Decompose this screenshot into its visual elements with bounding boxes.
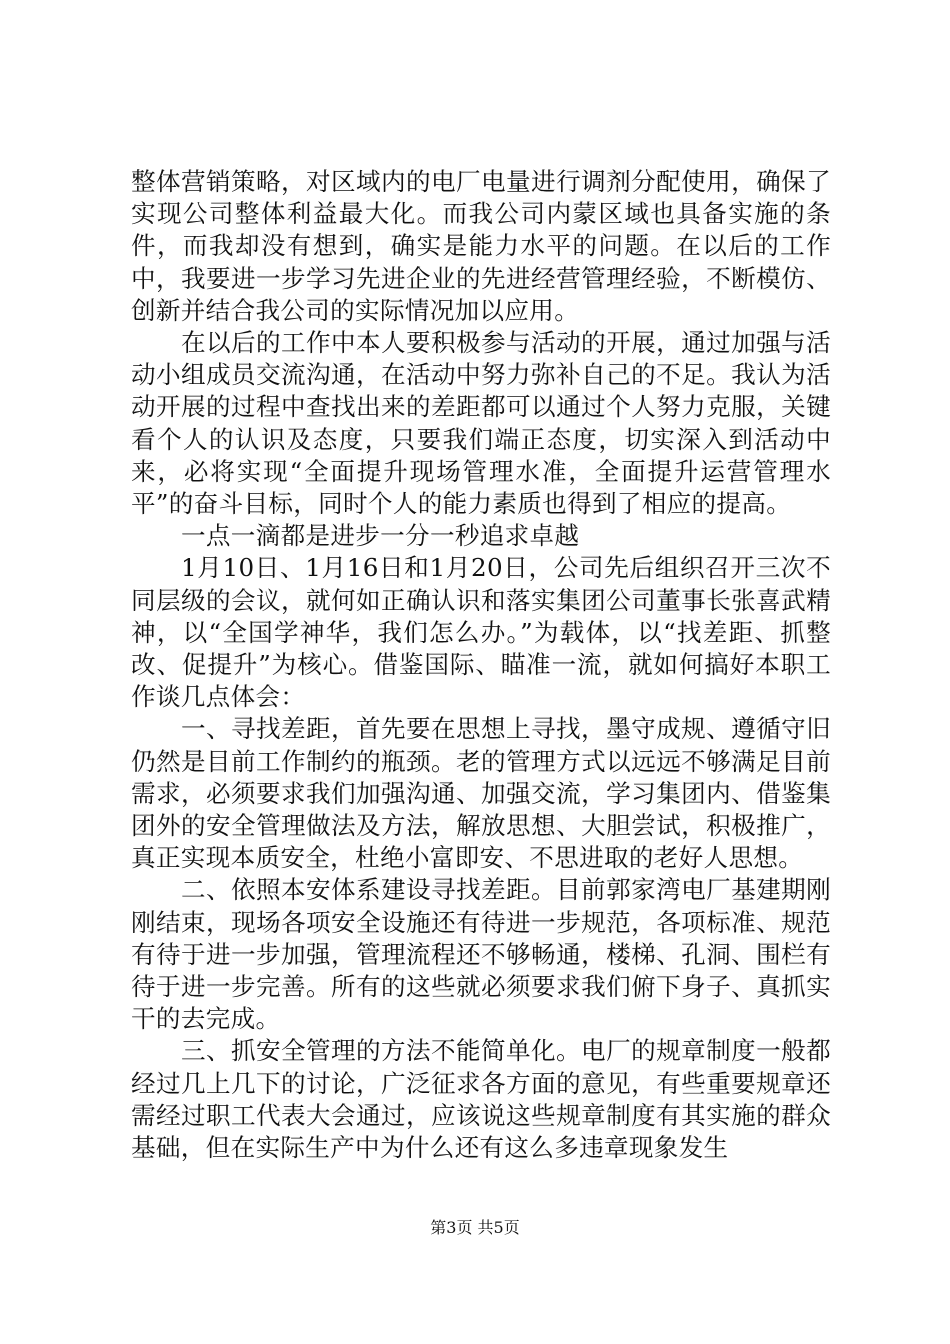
section-heading: 一点一滴都是进步一分一秒追求卓越 <box>181 521 580 551</box>
paragraph-point-three: 三、抓安全管理的方法不能简单化。电厂的规章制度一般都经过几上几下的讨论，广泛征求各方面的意见，有些重要规章还需经过职工代表大会通过，应该说这些规章制度有其实施的群众基础，但在实际生产中为什么还有这么多违章现象发生 <box>131 1036 831 1163</box>
paragraph-activity: 在以后的工作中本人要积极参与活动的开展，通过加强与活动小组成员交流沟通，在活动中努力弥补自己的不足。我认为活动开展的过程中查找出来的差距都可以通过个人努力克服，关键看个人的认识及态度，只要我们端正态度，切实深入到活动中来，必将实现“全面提升现场管理水准，全面提升运营管理水平”的奋斗目标，同时个人的能力素质也得到了相应的提高。 <box>131 328 831 519</box>
paragraph-point-one: 一、寻找差距，首先要在思想上寻找，墨守成规、遵循守旧仍然是目前工作制约的瓶颈。老的管理方式以远远不够满足目前需求，必须要求我们加强沟通、加强交流，学习集团内、借鉴集团外的安全管理做法及方法，解放思想、大胆尝试，积极推广，真正实现本质安全，杜绝小富即安、不思进取的老好人思想。 <box>131 714 831 873</box>
page-footer: 第3页 共5页 <box>430 1218 520 1237</box>
document-body <box>131 166 831 1164</box>
paragraph-continuation: 整体营销策略，对区域内的电厂电量进行调剂分配使用，确保了实现公司整体利益最大化。而我公司内蒙区域也具备实施的条件，而我却没有想到，确实是能力水平的问题。在以后的工作中，我要进一步学习先进企业的先进经营管理经验，不断模仿、创新并结合我公司的实际情况加以应用。 <box>131 167 831 325</box>
paragraph-meetings: 1月10日、1月16日和1月20日，公司先后组织召开三次不同层级的会议，就何如正确认识和落实集团公司董事长张喜武精神，以“全国学神华，我们怎么办。”为载体，以“找差距、抓整改、促提升”为核心。借鉴国际、瞄准一流，就如何搞好本职工作谈几点体会： <box>131 553 831 712</box>
paragraph-point-two: 二、依照本安体系建设寻找差距。目前郭家湾电厂基建期刚刚结束，现场各项安全设施还有待进一步规范，各项标准、规范有待于进一步加强，管理流程还不够畅通，楼梯、孔洞、围栏有待于进一步完善。所有的这些就必须要求我们俯下身子、真抓实干的去完成。 <box>131 875 831 1034</box>
